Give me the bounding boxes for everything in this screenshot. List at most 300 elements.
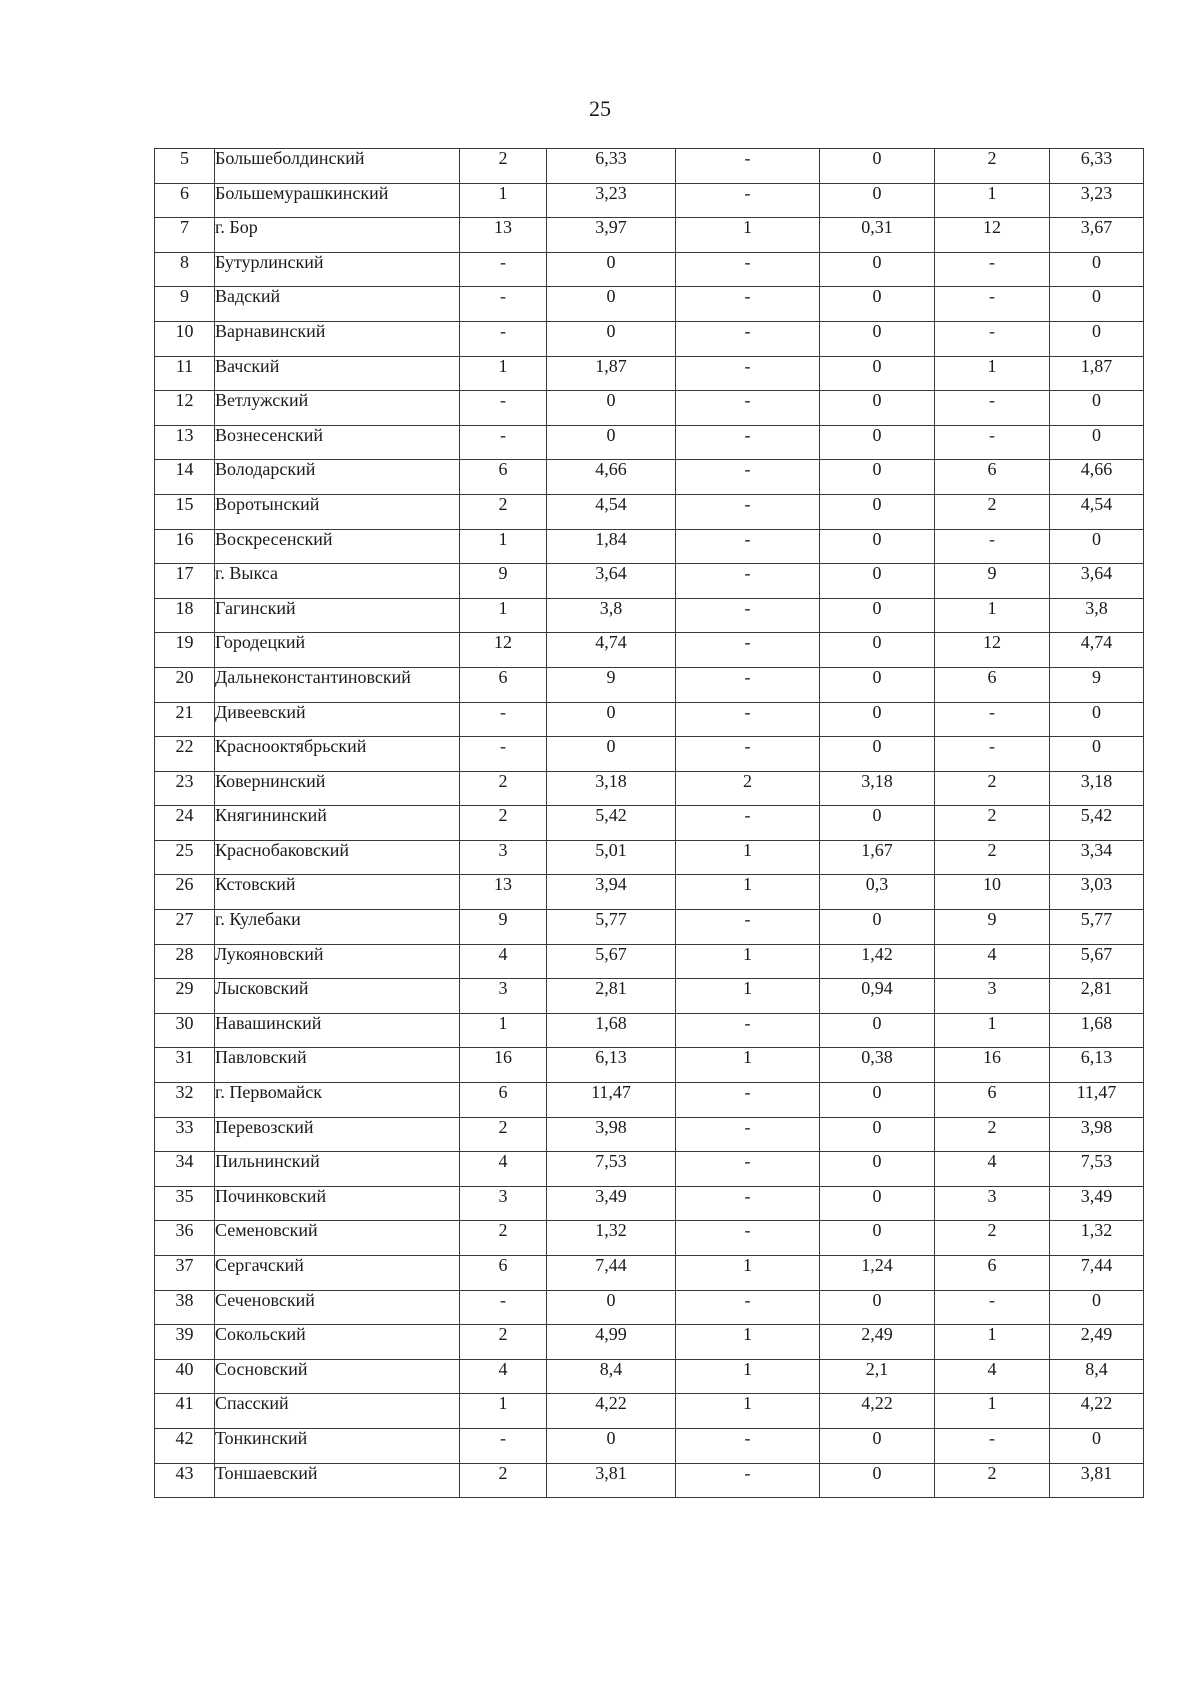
table-row xyxy=(155,1221,1144,1256)
value-cell: 0 xyxy=(547,391,676,426)
value-cell: 0 xyxy=(820,287,935,322)
row-number-cell: 37 xyxy=(155,1256,215,1291)
district-name-cell: Большеболдинский xyxy=(215,149,460,184)
value-cell: 5,01 xyxy=(547,840,676,875)
value-cell: 0 xyxy=(1050,287,1144,322)
value-cell: - xyxy=(676,702,820,737)
value-cell: - xyxy=(935,737,1050,772)
value-cell: - xyxy=(676,1290,820,1325)
district-name-cell: Вадский xyxy=(215,287,460,322)
value-cell: 0 xyxy=(820,564,935,599)
value-cell: - xyxy=(676,252,820,287)
district-name-cell: Дальнеконстантиновский xyxy=(215,667,460,702)
table-row xyxy=(155,1290,1144,1325)
district-name-cell: Вознесенский xyxy=(215,425,460,460)
row-number-cell: 26 xyxy=(155,875,215,910)
value-cell: 4 xyxy=(460,1152,547,1187)
district-name-cell: Ковернинский xyxy=(215,771,460,806)
value-cell: 5,77 xyxy=(547,910,676,945)
value-cell: 3,23 xyxy=(1050,183,1144,218)
value-cell: 0,3 xyxy=(820,875,935,910)
row-number-cell: 15 xyxy=(155,494,215,529)
value-cell: 3 xyxy=(460,840,547,875)
value-cell: 0 xyxy=(1050,737,1144,772)
row-number-cell: 33 xyxy=(155,1117,215,1152)
value-cell: 9 xyxy=(1050,667,1144,702)
row-number-cell: 38 xyxy=(155,1290,215,1325)
value-cell: 2 xyxy=(460,771,547,806)
row-number-cell: 30 xyxy=(155,1013,215,1048)
value-cell: - xyxy=(460,1290,547,1325)
value-cell: 1,87 xyxy=(547,356,676,391)
value-cell: 4,66 xyxy=(547,460,676,495)
table-row xyxy=(155,910,1144,945)
district-name-cell: Варнавинский xyxy=(215,321,460,356)
row-number-cell: 12 xyxy=(155,391,215,426)
value-cell: 3,94 xyxy=(547,875,676,910)
value-cell: 0 xyxy=(547,252,676,287)
value-cell: - xyxy=(676,910,820,945)
value-cell: 12 xyxy=(460,633,547,668)
table-row xyxy=(155,633,1144,668)
district-name-cell: Дивеевский xyxy=(215,702,460,737)
value-cell: - xyxy=(676,1221,820,1256)
table-row xyxy=(155,218,1144,253)
district-name-cell: Воротынский xyxy=(215,494,460,529)
value-cell: 0 xyxy=(547,702,676,737)
value-cell: 2 xyxy=(460,494,547,529)
row-number-cell: 7 xyxy=(155,218,215,253)
value-cell: 9 xyxy=(547,667,676,702)
value-cell: 1 xyxy=(676,979,820,1014)
value-cell: 6 xyxy=(935,1256,1050,1291)
value-cell: 3,98 xyxy=(547,1117,676,1152)
value-cell: - xyxy=(460,425,547,460)
value-cell: 1 xyxy=(935,356,1050,391)
row-number-cell: 8 xyxy=(155,252,215,287)
district-name-cell: Тонкинский xyxy=(215,1428,460,1463)
value-cell: 0 xyxy=(820,356,935,391)
value-cell: 13 xyxy=(460,875,547,910)
value-cell: 0 xyxy=(547,287,676,322)
value-cell: 3,81 xyxy=(547,1463,676,1498)
value-cell: - xyxy=(676,1186,820,1221)
value-cell: 0 xyxy=(820,737,935,772)
value-cell: 1 xyxy=(935,1394,1050,1429)
value-cell: 0 xyxy=(547,321,676,356)
value-cell: - xyxy=(676,529,820,564)
value-cell: 0 xyxy=(820,149,935,184)
value-cell: - xyxy=(460,702,547,737)
row-number-cell: 21 xyxy=(155,702,215,737)
value-cell: - xyxy=(676,183,820,218)
value-cell: 4,74 xyxy=(1050,633,1144,668)
district-name-cell: Сосновский xyxy=(215,1359,460,1394)
value-cell: 3 xyxy=(935,979,1050,1014)
value-cell: 2 xyxy=(676,771,820,806)
row-number-cell: 19 xyxy=(155,633,215,668)
value-cell: 0 xyxy=(820,1152,935,1187)
row-number-cell: 34 xyxy=(155,1152,215,1187)
value-cell: 1 xyxy=(460,1013,547,1048)
value-cell: 0,31 xyxy=(820,218,935,253)
table-row xyxy=(155,702,1144,737)
row-number-cell: 16 xyxy=(155,529,215,564)
value-cell: 0 xyxy=(820,391,935,426)
district-name-cell: Сокольский xyxy=(215,1325,460,1360)
value-cell: 6,33 xyxy=(547,149,676,184)
value-cell: 5,77 xyxy=(1050,910,1144,945)
table-row xyxy=(155,494,1144,529)
value-cell: 3,64 xyxy=(1050,564,1144,599)
value-cell: 3,8 xyxy=(547,598,676,633)
table-row xyxy=(155,1256,1144,1291)
value-cell: 16 xyxy=(935,1048,1050,1083)
value-cell: 0 xyxy=(547,425,676,460)
table-row xyxy=(155,840,1144,875)
value-cell: 0 xyxy=(820,1117,935,1152)
table-row xyxy=(155,321,1144,356)
value-cell: 0 xyxy=(1050,1428,1144,1463)
value-cell: 0 xyxy=(1050,702,1144,737)
district-name-cell: Володарский xyxy=(215,460,460,495)
district-name-cell: Перевозский xyxy=(215,1117,460,1152)
table-row xyxy=(155,1359,1144,1394)
value-cell: - xyxy=(935,252,1050,287)
district-name-cell: Краснооктябрьский xyxy=(215,737,460,772)
table-row xyxy=(155,1394,1144,1429)
value-cell: 0 xyxy=(547,1290,676,1325)
table-row xyxy=(155,979,1144,1014)
value-cell: 1,42 xyxy=(820,944,935,979)
value-cell: 6,13 xyxy=(1050,1048,1144,1083)
value-cell: 8,4 xyxy=(1050,1359,1144,1394)
value-cell: 3,97 xyxy=(547,218,676,253)
value-cell: 2 xyxy=(460,149,547,184)
district-name-cell: Пильнинский xyxy=(215,1152,460,1187)
value-cell: - xyxy=(676,1117,820,1152)
value-cell: 1,24 xyxy=(820,1256,935,1291)
value-cell: 0,94 xyxy=(820,979,935,1014)
value-cell: 6 xyxy=(460,1256,547,1291)
value-cell: 4,54 xyxy=(547,494,676,529)
value-cell: 2 xyxy=(935,149,1050,184)
value-cell: - xyxy=(935,702,1050,737)
value-cell: 3 xyxy=(460,979,547,1014)
value-cell: 0 xyxy=(820,598,935,633)
value-cell: 2 xyxy=(460,1463,547,1498)
district-name-cell: г. Выкса xyxy=(215,564,460,599)
row-number-cell: 11 xyxy=(155,356,215,391)
row-number-cell: 17 xyxy=(155,564,215,599)
value-cell: 2,49 xyxy=(1050,1325,1144,1360)
value-cell: 0 xyxy=(820,1186,935,1221)
table-row xyxy=(155,1152,1144,1187)
row-number-cell: 41 xyxy=(155,1394,215,1429)
value-cell: 0 xyxy=(820,183,935,218)
value-cell: 7,44 xyxy=(1050,1256,1144,1291)
district-name-cell: Павловский xyxy=(215,1048,460,1083)
value-cell: 0 xyxy=(547,737,676,772)
value-cell: 6 xyxy=(935,460,1050,495)
value-cell: 1 xyxy=(676,218,820,253)
value-cell: 4 xyxy=(460,1359,547,1394)
value-cell: - xyxy=(676,1083,820,1118)
value-cell: 1 xyxy=(935,183,1050,218)
value-cell: 2 xyxy=(935,806,1050,841)
table-row xyxy=(155,460,1144,495)
value-cell: 2,81 xyxy=(547,979,676,1014)
value-cell: - xyxy=(676,806,820,841)
value-cell: 4 xyxy=(935,1359,1050,1394)
value-cell: 1,68 xyxy=(547,1013,676,1048)
value-cell: - xyxy=(676,321,820,356)
district-name-cell: Бутурлинский xyxy=(215,252,460,287)
value-cell: 3 xyxy=(460,1186,547,1221)
value-cell: 3,18 xyxy=(547,771,676,806)
value-cell: 6 xyxy=(935,667,1050,702)
value-cell: 3,18 xyxy=(820,771,935,806)
value-cell: - xyxy=(935,321,1050,356)
value-cell: 12 xyxy=(935,218,1050,253)
value-cell: 0 xyxy=(820,1290,935,1325)
table-row xyxy=(155,564,1144,599)
value-cell: - xyxy=(676,564,820,599)
row-number-cell: 18 xyxy=(155,598,215,633)
value-cell: 3,23 xyxy=(547,183,676,218)
table-body xyxy=(155,149,1144,1498)
value-cell: 9 xyxy=(460,910,547,945)
row-number-cell: 5 xyxy=(155,149,215,184)
district-name-cell: Лысковский xyxy=(215,979,460,1014)
value-cell: - xyxy=(676,1013,820,1048)
value-cell: 4 xyxy=(935,1152,1050,1187)
table-row xyxy=(155,806,1144,841)
value-cell: 9 xyxy=(935,910,1050,945)
district-name-cell: Гагинский xyxy=(215,598,460,633)
value-cell: 2 xyxy=(460,806,547,841)
value-cell: - xyxy=(935,529,1050,564)
table-row xyxy=(155,1186,1144,1221)
value-cell: 1 xyxy=(935,598,1050,633)
value-cell: 0 xyxy=(1050,425,1144,460)
value-cell: 2 xyxy=(935,771,1050,806)
value-cell: 3,03 xyxy=(1050,875,1144,910)
value-cell: - xyxy=(935,287,1050,322)
table-row xyxy=(155,149,1144,184)
value-cell: 1 xyxy=(460,183,547,218)
row-number-cell: 20 xyxy=(155,667,215,702)
table-row xyxy=(155,1117,1144,1152)
table-row xyxy=(155,356,1144,391)
value-cell: 0 xyxy=(820,425,935,460)
value-cell: 6,33 xyxy=(1050,149,1144,184)
district-name-cell: Краснобаковский xyxy=(215,840,460,875)
table-row xyxy=(155,425,1144,460)
row-number-cell: 9 xyxy=(155,287,215,322)
value-cell: - xyxy=(935,1428,1050,1463)
value-cell: - xyxy=(676,1463,820,1498)
table-row xyxy=(155,875,1144,910)
value-cell: 0 xyxy=(820,321,935,356)
value-cell: - xyxy=(676,737,820,772)
value-cell: 7,53 xyxy=(547,1152,676,1187)
table-row xyxy=(155,1463,1144,1498)
value-cell: 0 xyxy=(820,806,935,841)
row-number-cell: 27 xyxy=(155,910,215,945)
value-cell: - xyxy=(676,149,820,184)
value-cell: 2 xyxy=(935,494,1050,529)
value-cell: - xyxy=(676,1152,820,1187)
value-cell: 1 xyxy=(460,598,547,633)
value-cell: 4 xyxy=(935,944,1050,979)
value-cell: 1 xyxy=(460,356,547,391)
value-cell: 3,64 xyxy=(547,564,676,599)
value-cell: 4,99 xyxy=(547,1325,676,1360)
value-cell: 1,32 xyxy=(547,1221,676,1256)
value-cell: 2 xyxy=(935,1463,1050,1498)
table-row xyxy=(155,287,1144,322)
value-cell: 2 xyxy=(935,1221,1050,1256)
value-cell: 7,53 xyxy=(1050,1152,1144,1187)
value-cell: 0 xyxy=(547,1428,676,1463)
value-cell: 6 xyxy=(460,667,547,702)
value-cell: 4,66 xyxy=(1050,460,1144,495)
value-cell: 3,67 xyxy=(1050,218,1144,253)
value-cell: 2,1 xyxy=(820,1359,935,1394)
value-cell: 5,67 xyxy=(1050,944,1144,979)
value-cell: 0 xyxy=(820,910,935,945)
value-cell: 1 xyxy=(676,1048,820,1083)
row-number-cell: 22 xyxy=(155,737,215,772)
value-cell: 2 xyxy=(460,1221,547,1256)
page-number: 25 xyxy=(589,96,611,121)
district-name-cell: Починковский xyxy=(215,1186,460,1221)
district-name-cell: Городецкий xyxy=(215,633,460,668)
value-cell: 1 xyxy=(935,1325,1050,1360)
value-cell: - xyxy=(676,287,820,322)
district-name-cell: г. Первомайск xyxy=(215,1083,460,1118)
value-cell: 1,84 xyxy=(547,529,676,564)
value-cell: - xyxy=(460,321,547,356)
district-name-cell: Тоншаевский xyxy=(215,1463,460,1498)
value-cell: 0 xyxy=(1050,252,1144,287)
value-cell: 3,34 xyxy=(1050,840,1144,875)
value-cell: 0 xyxy=(820,1428,935,1463)
district-name-cell: Сеченовский xyxy=(215,1290,460,1325)
table-row xyxy=(155,391,1144,426)
value-cell: - xyxy=(935,391,1050,426)
row-number-cell: 25 xyxy=(155,840,215,875)
value-cell: 1 xyxy=(676,1394,820,1429)
value-cell: 0 xyxy=(820,1463,935,1498)
value-cell: 3 xyxy=(935,1186,1050,1221)
value-cell: 2 xyxy=(460,1325,547,1360)
value-cell: 6 xyxy=(935,1083,1050,1118)
row-number-cell: 28 xyxy=(155,944,215,979)
value-cell: 1,67 xyxy=(820,840,935,875)
row-number-cell: 36 xyxy=(155,1221,215,1256)
row-number-cell: 42 xyxy=(155,1428,215,1463)
value-cell: - xyxy=(676,598,820,633)
value-cell: 1,68 xyxy=(1050,1013,1144,1048)
value-cell: - xyxy=(676,494,820,529)
value-cell: 3,8 xyxy=(1050,598,1144,633)
value-cell: 3,49 xyxy=(1050,1186,1144,1221)
row-number-cell: 13 xyxy=(155,425,215,460)
value-cell: 2,49 xyxy=(820,1325,935,1360)
district-name-cell: Семеновский xyxy=(215,1221,460,1256)
value-cell: - xyxy=(935,1290,1050,1325)
district-name-cell: Вачский xyxy=(215,356,460,391)
value-cell: 3,81 xyxy=(1050,1463,1144,1498)
value-cell: 1 xyxy=(676,944,820,979)
value-cell: 5,67 xyxy=(547,944,676,979)
value-cell: 1 xyxy=(676,840,820,875)
district-name-cell: Воскресенский xyxy=(215,529,460,564)
data-table xyxy=(154,148,1144,1498)
value-cell: 3,49 xyxy=(547,1186,676,1221)
value-cell: 0 xyxy=(820,633,935,668)
row-number-cell: 43 xyxy=(155,1463,215,1498)
district-name-cell: г. Бор xyxy=(215,218,460,253)
row-number-cell: 23 xyxy=(155,771,215,806)
value-cell: 1 xyxy=(676,1359,820,1394)
value-cell: - xyxy=(460,252,547,287)
row-number-cell: 32 xyxy=(155,1083,215,1118)
value-cell: 0 xyxy=(820,702,935,737)
value-cell: - xyxy=(676,667,820,702)
value-cell: 9 xyxy=(935,564,1050,599)
value-cell: 3,98 xyxy=(1050,1117,1144,1152)
table-row xyxy=(155,944,1144,979)
table-row xyxy=(155,737,1144,772)
row-number-cell: 24 xyxy=(155,806,215,841)
value-cell: 12 xyxy=(935,633,1050,668)
value-cell: - xyxy=(676,425,820,460)
row-number-cell: 31 xyxy=(155,1048,215,1083)
value-cell: 2 xyxy=(460,1117,547,1152)
value-cell: 2,81 xyxy=(1050,979,1144,1014)
district-name-cell: Навашинский xyxy=(215,1013,460,1048)
value-cell: 4,54 xyxy=(1050,494,1144,529)
value-cell: 0 xyxy=(820,1221,935,1256)
value-cell: 4,74 xyxy=(547,633,676,668)
table-row xyxy=(155,1048,1144,1083)
table-row xyxy=(155,667,1144,702)
value-cell: 4 xyxy=(460,944,547,979)
value-cell: - xyxy=(460,287,547,322)
value-cell: - xyxy=(676,356,820,391)
value-cell: 1,32 xyxy=(1050,1221,1144,1256)
value-cell: 8,4 xyxy=(547,1359,676,1394)
table-row xyxy=(155,1083,1144,1118)
value-cell: 0 xyxy=(1050,1290,1144,1325)
row-number-cell: 40 xyxy=(155,1359,215,1394)
district-name-cell: Кстовский xyxy=(215,875,460,910)
value-cell: 0,38 xyxy=(820,1048,935,1083)
value-cell: 4,22 xyxy=(820,1394,935,1429)
value-cell: 16 xyxy=(460,1048,547,1083)
row-number-cell: 14 xyxy=(155,460,215,495)
table-row xyxy=(155,1013,1144,1048)
district-name-cell: Спасский xyxy=(215,1394,460,1429)
district-name-cell: г. Кулебаки xyxy=(215,910,460,945)
value-cell: 0 xyxy=(1050,391,1144,426)
row-number-cell: 6 xyxy=(155,183,215,218)
district-name-cell: Княгининский xyxy=(215,806,460,841)
value-cell: 1 xyxy=(460,529,547,564)
